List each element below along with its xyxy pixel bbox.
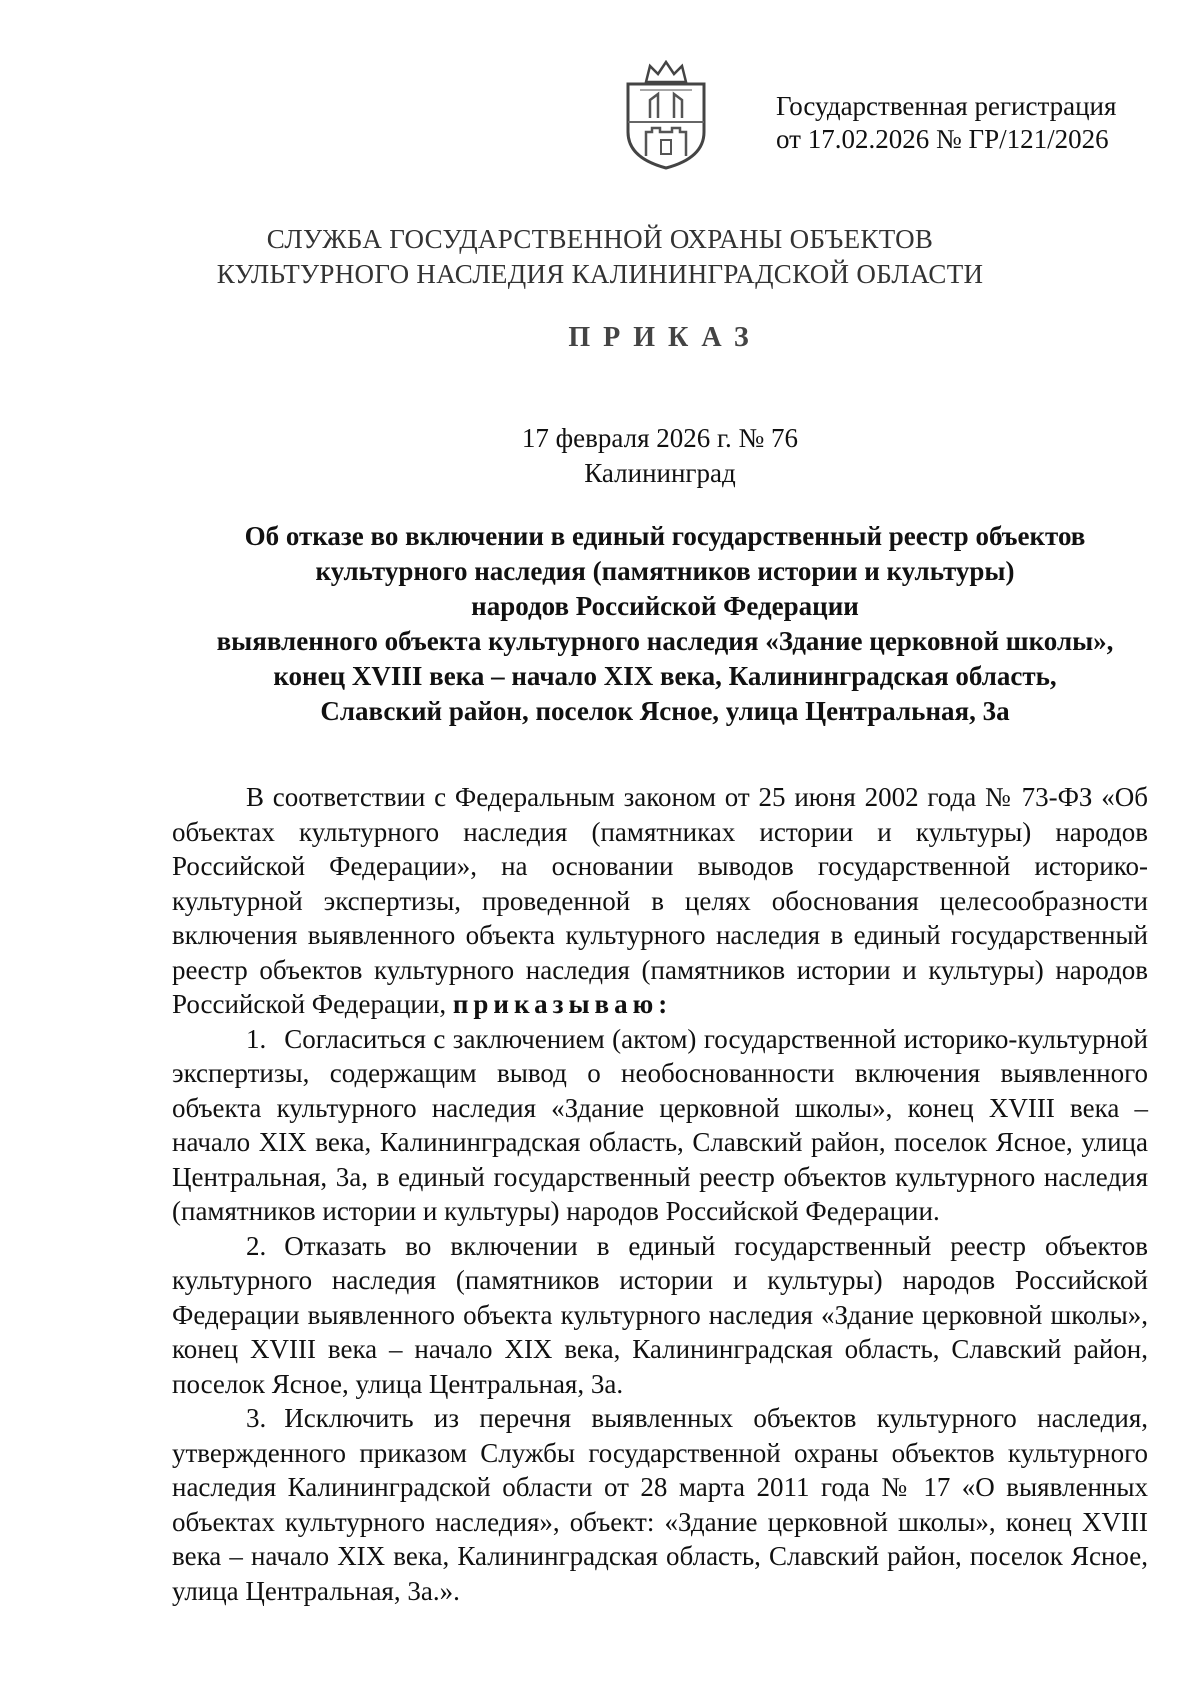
item-text: Согласиться с заключением (актом) государственной историко-культурной экспертизы, содержащим вывод о необоснованности включения выявленного объекта культурного наследия «Здание церковной школы», конец XVIII века – начало XIX века, Калининградская область, Славский район, поселок Ясное, улица Центральная, 3а, в единый государственный реестр объектов культурного наследия (памятников истории и культуры) народов Российской Федерации.	[172, 1023, 1148, 1226]
subject-line-2: культурного наследия (памятников истории и культуры)	[315, 556, 1015, 586]
document-type: ПРИКАЗ	[568, 322, 762, 353]
item-number: 2.	[246, 1230, 267, 1261]
date-block	[400, 421, 920, 491]
item-text: Исключить из перечня выявленных объектов культурного наследия, утвержденного приказом Службы государственной охраны объектов культурного наследия Калининградской области от 28 марта 2011 года № 17 «О выявленных объектах культурного наследия», объект: «Здание церковной школы», конец XVIII века – начало XIX века, Калининградская область, Славский район, поселок Ясное, улица Центральная, 3а.».	[172, 1403, 1148, 1606]
subject-line-5: конец XVIII века – начало XIX века, Калининградская область,	[273, 661, 1057, 691]
agency-line-2: КУЛЬТУРНОГО НАСЛЕДИЯ КАЛИНИНГРАДСКОЙ ОБЛАСТИ	[216, 259, 984, 289]
document-date-number: 17 февраля 2026 г. № 76	[521, 423, 799, 453]
item-number: 1.	[246, 1023, 267, 1054]
agency-name	[150, 222, 1050, 292]
item-paragraph-2	[172, 1229, 1148, 1402]
preamble-paragraph	[172, 780, 1148, 1022]
item-text: Отказать во включении в единый государственный реестр объектов культурного наследия (памятников истории и культуры) народов Российской Федерации выявленного объекта культурного наследия «Здание церковной школы», конец XVIII века – начало XIX века, Калининградская область, Славский район, поселок Ясное, улица Центральная, 3а.	[172, 1230, 1148, 1399]
subject-line-3: народов Российской Федерации	[471, 591, 859, 621]
item-paragraph-3	[172, 1401, 1148, 1608]
coat-of-arms-emblem	[620, 60, 712, 172]
agency-line-1: СЛУЖБА ГОСУДАРСТВЕННОЙ ОХРАНЫ ОБЪЕКТОВ	[266, 224, 934, 254]
preamble-text: В соответствии с Федеральным законом от 25 июня 2002 года № 73-ФЗ «Об объектах культурного наследия (памятниках истории и культуры) народов Российской Федерации», на основании выводов государственной историко-культурной экспертизы, проведенной в целях обоснования целесообразности включения выявленного объекта культурного наследия в единый государственный реестр объектов культурного наследия (памятников истории и культуры) народов Российской Федерации,	[172, 782, 1148, 1019]
item-paragraph-1	[172, 1022, 1148, 1229]
directive-word: приказываю:	[452, 989, 673, 1019]
subject-line-4: выявленного объекта культурного наследия «Здание церковной школы»,	[216, 626, 1114, 656]
subject-line-6: Славский район, поселок Ясное, улица Центральная, 3а	[320, 696, 1010, 726]
item-number: 3.	[246, 1403, 267, 1433]
document-subject	[120, 519, 1200, 729]
document-body	[172, 780, 1148, 1608]
document-city: Калининград	[584, 458, 736, 488]
subject-line-1: Об отказе во включении в единый государственный реестр объектов	[244, 521, 1086, 551]
registration-line-2: от 17.02.2026 № ГР/121/2026	[776, 124, 1109, 154]
registration-line-1: Государственная регистрация	[776, 91, 1117, 121]
registration-stamp	[776, 90, 1116, 156]
